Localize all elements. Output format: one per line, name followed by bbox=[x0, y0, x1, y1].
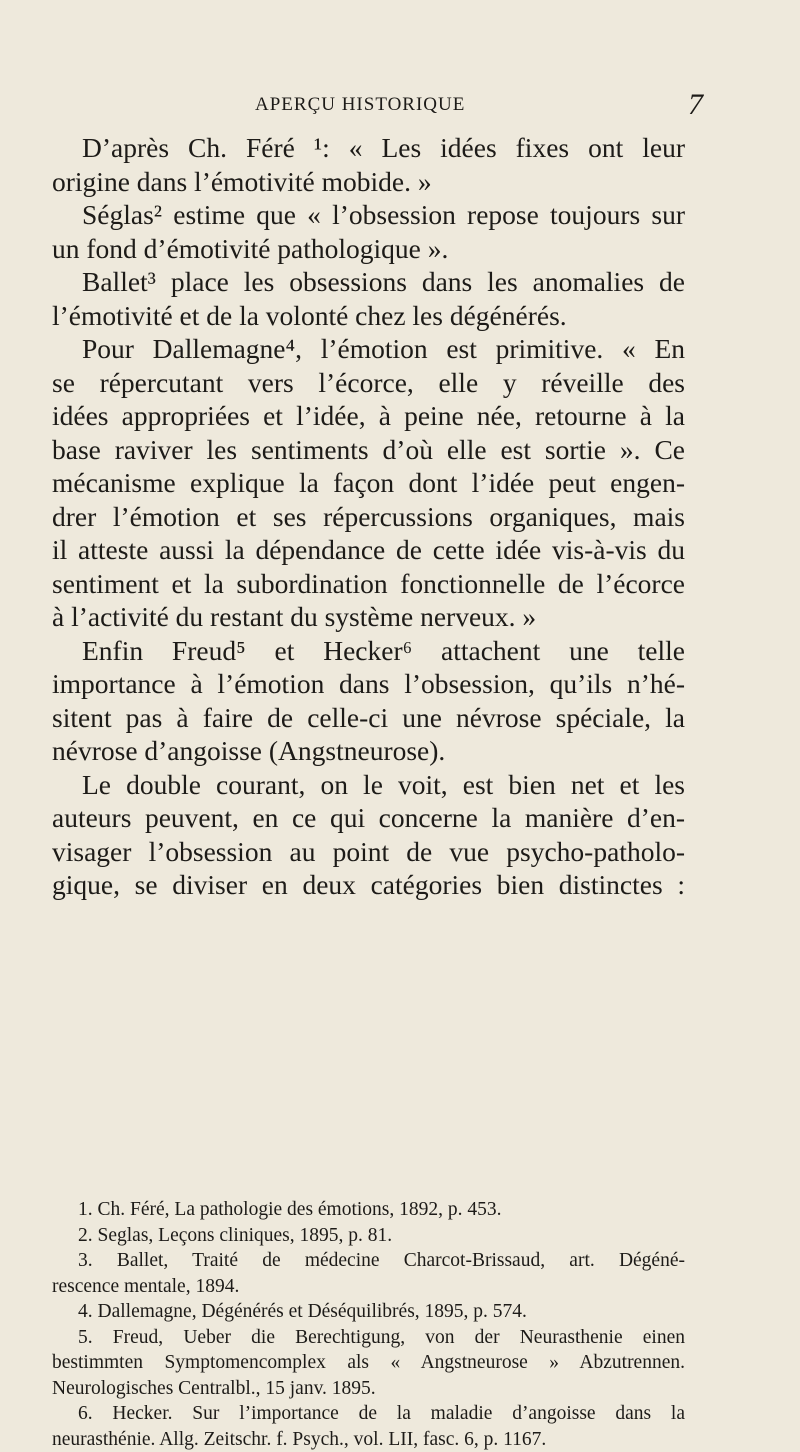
text-line: base raviver les sentiments d’où elle est sortie ». Ce bbox=[52, 433, 685, 467]
text-line: Enfin Freud⁵ et Hecker⁶ attachent une telle bbox=[52, 634, 685, 668]
text-line: Le double courant, on le voit, est bien net et les bbox=[52, 768, 685, 802]
text-line: visager l’obsession au point de vue psycho-patholo- bbox=[52, 835, 685, 869]
text-line: il atteste aussi la dépendance de cette idée vis-à-vis du bbox=[52, 533, 685, 567]
text-line: auteurs peuvent, en ce qui concerne la manière d’en- bbox=[52, 801, 685, 835]
text-line: drer l’émotion et ses répercussions organiques, mais bbox=[52, 500, 685, 534]
text-line: origine dans l’émotivité mobide. » bbox=[52, 165, 685, 199]
text-line: gique, se diviser en deux catégories bien distinctes : bbox=[52, 868, 685, 902]
text-line: Ballet³ place les obsessions dans les anomalies de bbox=[52, 265, 685, 299]
text-line: Séglas² estime que « l’obsession repose toujours sur bbox=[52, 198, 685, 232]
text-line: névrose d’angoisse (Angstneurose). bbox=[52, 734, 685, 768]
footnote-line: rescence mentale, 1894. bbox=[52, 1274, 685, 1300]
footnote-line: 2. Seglas, Leçons cliniques, 1895, p. 81. bbox=[52, 1223, 685, 1249]
text-line: idées appropriées et l’idée, à peine née, retourne à la bbox=[52, 399, 685, 433]
page-number: 7 bbox=[688, 88, 703, 122]
text-line: importance à l’émotion dans l’obsession, qu’ils n’hé- bbox=[52, 667, 685, 701]
text-line: D’après Ch. Féré ¹: « Les idées fixes ont leur bbox=[52, 131, 685, 165]
text-line: sentiment et la subordination fonctionnelle de l’écorce bbox=[52, 567, 685, 601]
footnotes bbox=[52, 1197, 685, 1452]
footnote-line: bestimmten Symptomencomplex als « Angstneurose » Abzutrennen. bbox=[52, 1350, 685, 1376]
footnote-line: 1. Ch. Féré, La pathologie des émotions, 1892, p. 453. bbox=[52, 1197, 685, 1223]
text-line: à l’activité du restant du système nerveux. » bbox=[52, 600, 685, 634]
footnote-line: 4. Dallemagne, Dégénérés et Déséquilibrés, 1895, p. 574. bbox=[52, 1299, 685, 1325]
footnote-line: 6. Hecker. Sur l’importance de la maladie d’angoisse dans la bbox=[52, 1401, 685, 1427]
footnote-line: 5. Freud, Ueber die Berechtigung, von der Neurasthenie einen bbox=[52, 1325, 685, 1351]
running-header bbox=[0, 88, 800, 118]
text-line: Pour Dallemagne⁴, l’émotion est primitive. « En bbox=[52, 332, 685, 366]
text-line: l’émotivité et de la volonté chez les dégénérés. bbox=[52, 299, 685, 333]
text-line: sitent pas à faire de celle-ci une névrose spéciale, la bbox=[52, 701, 685, 735]
text-line: un fond d’émotivité pathologique ». bbox=[52, 232, 685, 266]
text-line: mécanisme explique la façon dont l’idée peut engen- bbox=[52, 466, 685, 500]
footnote-line: neurasthénie. Allg. Zeitschr. f. Psych., vol. LII, fasc. 6, p. 1167. bbox=[52, 1427, 685, 1452]
footnote-line: 3. Ballet, Traité de médecine Charcot-Brissaud, art. Dégéné- bbox=[52, 1248, 685, 1274]
body-text bbox=[52, 131, 685, 902]
footnote-line: Neurologisches Centralbl., 15 janv. 1895. bbox=[52, 1376, 685, 1402]
text-line: se répercutant vers l’écorce, elle y réveille des bbox=[52, 366, 685, 400]
running-title: APERÇU HISTORIQUE bbox=[255, 94, 465, 116]
